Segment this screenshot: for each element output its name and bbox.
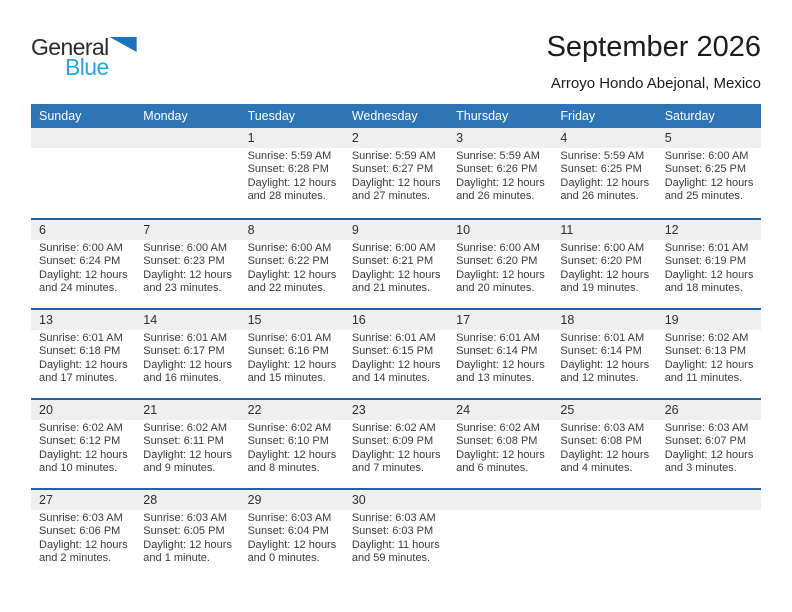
daylight-text: Daylight: 12 hours and 10 minutes. [39, 448, 128, 475]
sunrise-text: Sunrise: 6:00 AM [456, 242, 540, 254]
daylight-text: Daylight: 12 hours and 6 minutes. [456, 448, 545, 475]
weekday-sunday: Sunday [39, 109, 82, 123]
sunrise-text: Sunrise: 5:59 AM [351, 150, 436, 162]
day-number: 27 [39, 493, 53, 507]
sunset-text: Sunset: 6:27 PM [351, 163, 434, 176]
day-number: 10 [456, 223, 471, 237]
day-info [448, 148, 552, 204]
day-number: 6 [39, 223, 46, 237]
sunset-text: Sunset: 6:15 PM [351, 345, 434, 358]
daylight-text: Daylight: 12 hours and 15 minutes. [247, 358, 337, 385]
daylight-text: Daylight: 12 hours and 25 minutes. [664, 176, 754, 203]
daylight-text: Daylight: 12 hours and 7 minutes. [351, 448, 441, 475]
day-number: 15 [247, 313, 262, 327]
weekday-wednesday: Wednesday [351, 109, 418, 123]
day-number: 1 [247, 131, 255, 145]
sunrise-text: Sunrise: 6:02 AM [39, 422, 123, 434]
daylight-text: Daylight: 12 hours and 3 minutes. [664, 448, 754, 475]
day-info [552, 330, 656, 386]
day-cell [657, 220, 761, 308]
sunset-text: Sunset: 6:05 PM [143, 525, 225, 538]
day-info [448, 420, 552, 476]
day-info [657, 330, 761, 386]
day-cell [135, 310, 239, 398]
sunrise-text: Sunrise: 6:01 AM [247, 332, 332, 344]
daylight-text: Daylight: 12 hours and 27 minutes. [351, 176, 441, 203]
day-info [344, 330, 448, 386]
sunrise-text: Sunrise: 6:03 AM [39, 512, 123, 524]
sunrise-text: Sunrise: 5:59 AM [560, 150, 645, 162]
day-number: 30 [351, 493, 366, 507]
day-number: 20 [39, 403, 53, 417]
day-cell [344, 490, 448, 578]
day-info [31, 330, 135, 386]
sunrise-text: Sunrise: 6:03 AM [351, 512, 436, 524]
sunrise-text: Sunrise: 6:03 AM [143, 512, 228, 524]
day-number: 28 [143, 493, 158, 507]
day-cell [31, 310, 135, 398]
day-cell [448, 400, 552, 488]
sunrise-text: Sunrise: 6:02 AM [664, 332, 749, 344]
sunset-text: Sunset: 6:13 PM [664, 345, 747, 358]
day-number: 3 [456, 131, 464, 145]
day-info [135, 420, 239, 476]
sunrise-text: Sunrise: 6:01 AM [143, 332, 228, 344]
daylight-text: Daylight: 12 hours and 26 minutes. [456, 176, 545, 203]
sunrise-text: Sunrise: 6:03 AM [247, 512, 332, 524]
logo-text-general: General [31, 34, 109, 60]
daylight-text: Daylight: 12 hours and 13 minutes. [456, 358, 545, 385]
day-number [31, 128, 135, 148]
day-number [657, 490, 761, 510]
daylight-text: Daylight: 12 hours and 18 minutes. [664, 268, 754, 295]
day-cell [552, 220, 656, 308]
sunset-text: Sunset: 6:16 PM [247, 345, 329, 358]
day-cell [344, 128, 448, 218]
day-info [240, 240, 344, 296]
sunrise-text: Sunrise: 6:01 AM [560, 332, 645, 344]
sunrise-text: Sunrise: 6:00 AM [560, 242, 645, 254]
sunset-text: Sunset: 6:11 PM [143, 435, 224, 448]
sunrise-text: Sunrise: 6:02 AM [247, 422, 332, 434]
week-row [31, 218, 761, 308]
day-info [240, 420, 344, 476]
day-number [448, 490, 552, 510]
daylight-text: Daylight: 12 hours and 24 minutes. [39, 268, 128, 295]
sunrise-text: Sunrise: 6:01 AM [664, 242, 749, 254]
sunset-text: Sunset: 6:22 PM [247, 255, 329, 268]
day-info [31, 420, 135, 476]
sunrise-text: Sunrise: 6:01 AM [351, 332, 436, 344]
week-row [31, 128, 761, 218]
logo-text-blue: Blue [65, 54, 109, 80]
day-info [448, 330, 552, 386]
sunrise-text: Sunrise: 6:00 AM [39, 242, 123, 254]
day-number: 19 [664, 313, 679, 327]
day-number: 24 [456, 403, 471, 417]
day-cell [552, 400, 656, 488]
sunrise-text: Sunrise: 6:03 AM [664, 422, 749, 434]
day-number [135, 128, 239, 148]
day-number: 2 [351, 131, 359, 145]
daylight-text: Daylight: 12 hours and 4 minutes. [560, 448, 650, 475]
sunset-text: Sunset: 6:19 PM [664, 255, 747, 268]
daylight-text: Daylight: 12 hours and 12 minutes. [560, 358, 650, 385]
empty-day-cell [135, 128, 239, 218]
daylight-text: Daylight: 12 hours and 0 minutes. [247, 538, 337, 565]
day-number: 21 [143, 403, 158, 417]
daylight-text: Daylight: 11 hours and 59 minutes. [351, 538, 440, 565]
empty-day-cell [448, 490, 552, 578]
week-row [31, 308, 761, 398]
sunset-text: Sunset: 6:14 PM [456, 345, 538, 358]
title-block [547, 32, 761, 92]
day-cell [448, 220, 552, 308]
sunrise-text: Sunrise: 6:00 AM [664, 150, 749, 162]
sunset-text: Sunset: 6:25 PM [560, 163, 642, 176]
day-cell [344, 220, 448, 308]
daylight-text: Daylight: 12 hours and 21 minutes. [351, 268, 441, 295]
daylight-text: Daylight: 12 hours and 11 minutes. [664, 358, 754, 385]
day-cell [240, 490, 344, 578]
day-info [344, 420, 448, 476]
daylight-text: Daylight: 12 hours and 9 minutes. [143, 448, 232, 475]
daylight-text: Daylight: 12 hours and 2 minutes. [39, 538, 128, 565]
day-number: 8 [247, 223, 255, 237]
weekday-monday: Monday [143, 109, 188, 123]
sunrise-text: Sunrise: 6:02 AM [456, 422, 540, 434]
sunset-text: Sunset: 6:28 PM [247, 163, 329, 176]
day-cell [240, 128, 344, 218]
day-number: 13 [39, 313, 53, 327]
day-number: 22 [247, 403, 262, 417]
sunrise-text: Sunrise: 6:00 AM [247, 242, 332, 254]
sunset-text: Sunset: 6:24 PM [39, 255, 121, 268]
sunrise-text: Sunrise: 5:59 AM [456, 150, 540, 162]
daylight-text: Daylight: 12 hours and 17 minutes. [39, 358, 128, 385]
sunset-text: Sunset: 6:10 PM [247, 435, 329, 448]
day-cell [31, 400, 135, 488]
day-number: 12 [664, 223, 679, 237]
daylight-text: Daylight: 12 hours and 19 minutes. [560, 268, 650, 295]
day-info [657, 510, 761, 512]
day-cell [135, 400, 239, 488]
sunrise-text: Sunrise: 6:00 AM [351, 242, 436, 254]
day-info [448, 510, 552, 512]
day-info [240, 148, 344, 204]
daylight-text: Daylight: 12 hours and 22 minutes. [247, 268, 337, 295]
day-cell [240, 400, 344, 488]
daylight-text: Daylight: 12 hours and 26 minutes. [560, 176, 650, 203]
sunset-text: Sunset: 6:08 PM [456, 435, 538, 448]
sunset-text: Sunset: 6:18 PM [39, 345, 121, 358]
day-cell [552, 128, 656, 218]
sunrise-text: Sunrise: 6:02 AM [351, 422, 436, 434]
day-number: 23 [351, 403, 366, 417]
day-info [344, 510, 448, 566]
day-number: 11 [560, 223, 574, 237]
sunset-text: Sunset: 6:25 PM [664, 163, 747, 176]
day-number: 16 [351, 313, 366, 327]
sunset-text: Sunset: 6:03 PM [351, 525, 434, 538]
empty-day-cell [657, 490, 761, 578]
sunset-text: Sunset: 6:14 PM [560, 345, 642, 358]
weekday-saturday: Saturday [664, 109, 715, 123]
day-cell [135, 220, 239, 308]
sunset-text: Sunset: 6:17 PM [143, 345, 225, 358]
day-info [135, 240, 239, 296]
daylight-text: Daylight: 12 hours and 23 minutes. [143, 268, 232, 295]
day-info [657, 420, 761, 476]
general-blue-logo [31, 36, 137, 79]
day-info [31, 240, 135, 296]
sunset-text: Sunset: 6:20 PM [560, 255, 642, 268]
daylight-text: Daylight: 12 hours and 8 minutes. [247, 448, 337, 475]
sunrise-text: Sunrise: 6:00 AM [143, 242, 228, 254]
day-info [657, 240, 761, 296]
day-cell [240, 220, 344, 308]
daylight-text: Daylight: 12 hours and 1 minute. [143, 538, 232, 565]
day-cell [657, 310, 761, 398]
day-number: 14 [143, 313, 158, 327]
weekday-header-row [31, 104, 761, 128]
empty-day-cell [31, 128, 135, 218]
page-title: September 2026 [546, 31, 761, 63]
day-info [240, 510, 344, 566]
sunset-text: Sunset: 6:12 PM [39, 435, 121, 448]
day-info [552, 148, 656, 204]
day-info [135, 330, 239, 386]
sunrise-text: Sunrise: 5:59 AM [247, 150, 332, 162]
weekday-friday: Friday [560, 109, 596, 123]
day-cell [344, 400, 448, 488]
day-cell [448, 128, 552, 218]
weekday-tuesday: Tuesday [247, 109, 296, 123]
day-info [657, 148, 761, 204]
day-cell [552, 310, 656, 398]
day-number: 7 [143, 223, 151, 237]
day-number: 4 [560, 131, 568, 145]
day-info [344, 240, 448, 296]
day-info [448, 240, 552, 296]
day-info [240, 330, 344, 386]
day-info [135, 510, 239, 566]
sunset-text: Sunset: 6:04 PM [247, 525, 329, 538]
sunset-text: Sunset: 6:06 PM [39, 525, 121, 538]
day-cell [448, 310, 552, 398]
location-subtitle: Arroyo Hondo Abejonal, Mexico [550, 74, 761, 92]
day-info [31, 148, 135, 150]
calendar-weeks [31, 128, 761, 578]
day-cell [344, 310, 448, 398]
day-cell [31, 220, 135, 308]
day-number: 18 [560, 313, 575, 327]
daylight-text: Daylight: 12 hours and 28 minutes. [247, 176, 337, 203]
logo-triangle-icon [110, 37, 137, 52]
sunrise-text: Sunrise: 6:03 AM [560, 422, 645, 434]
week-row [31, 398, 761, 488]
sunset-text: Sunset: 6:07 PM [664, 435, 747, 448]
day-number: 26 [664, 403, 679, 417]
sunset-text: Sunset: 6:20 PM [456, 255, 538, 268]
sunrise-text: Sunrise: 6:01 AM [39, 332, 123, 344]
day-cell [240, 310, 344, 398]
daylight-text: Daylight: 12 hours and 20 minutes. [456, 268, 545, 295]
weekday-thursday: Thursday [456, 109, 509, 123]
day-number: 29 [247, 493, 262, 507]
day-cell [657, 128, 761, 218]
sunset-text: Sunset: 6:23 PM [143, 255, 225, 268]
calendar-table [31, 104, 761, 578]
day-number: 17 [456, 313, 471, 327]
day-cell [135, 490, 239, 578]
week-row [31, 488, 761, 578]
day-cell [31, 490, 135, 578]
day-number [552, 490, 656, 510]
day-info [552, 510, 656, 512]
sunrise-text: Sunrise: 6:01 AM [456, 332, 540, 344]
day-number: 25 [560, 403, 575, 417]
daylight-text: Daylight: 12 hours and 14 minutes. [351, 358, 441, 385]
day-info [344, 148, 448, 204]
day-info [135, 148, 239, 150]
day-info [552, 240, 656, 296]
sunset-text: Sunset: 6:26 PM [456, 163, 538, 176]
daylight-text: Daylight: 12 hours and 16 minutes. [143, 358, 232, 385]
sunset-text: Sunset: 6:08 PM [560, 435, 642, 448]
day-number: 9 [351, 223, 359, 237]
day-cell [657, 400, 761, 488]
sunset-text: Sunset: 6:21 PM [351, 255, 434, 268]
empty-day-cell [552, 490, 656, 578]
sunrise-text: Sunrise: 6:02 AM [143, 422, 228, 434]
day-number: 5 [664, 131, 672, 145]
day-info [552, 420, 656, 476]
sunset-text: Sunset: 6:09 PM [351, 435, 434, 448]
day-info [31, 510, 135, 566]
